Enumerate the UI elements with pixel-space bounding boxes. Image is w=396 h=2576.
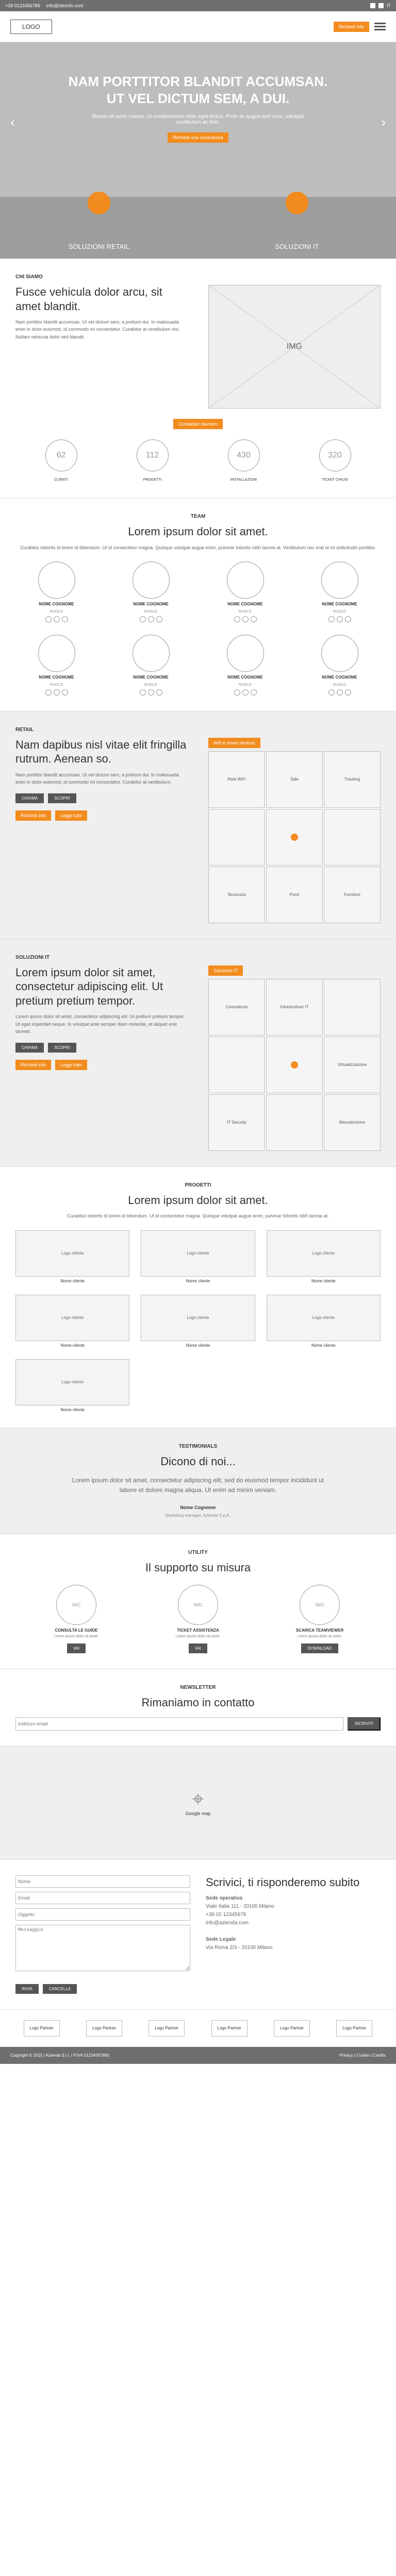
social-icon[interactable]: [234, 689, 240, 696]
solution-label: SOLUZIONI IT: [275, 243, 319, 250]
social-icons: [370, 3, 391, 8]
it-read-button[interactable]: Leggi tutto: [55, 1060, 87, 1070]
chevron-left-icon[interactable]: ‹: [10, 114, 15, 130]
lang-switch[interactable]: IT: [387, 3, 391, 8]
support-button[interactable]: DOWNLOAD: [301, 1643, 338, 1653]
avatar: [38, 562, 75, 599]
partner-logo[interactable]: Logo Partner: [148, 2020, 185, 2037]
support-icon: IMG: [56, 1585, 96, 1625]
support-title: TICKET ASSISTENZA: [177, 1628, 219, 1633]
client-logo: Logo cliente: [141, 1295, 255, 1341]
call-button[interactable]: CHIAMA: [15, 1043, 44, 1053]
client-name: Nome cliente: [311, 1278, 336, 1283]
avatar: [227, 562, 264, 599]
facebook-icon[interactable]: [370, 3, 375, 8]
it-kicker: SOLUZIONI IT: [15, 954, 50, 960]
member-name: NOME COGNOME: [133, 674, 169, 680]
support-row: [15, 1585, 381, 1653]
partner-logo[interactable]: Logo Partner: [336, 2020, 372, 2037]
it-text: Lorem ipsum dolor sit amet, consectetur adipiscing elit. Ut pretium pretium tempor. Ut eget imperdiet neque. In volutpat ante semper diam molestie, et aliquet erat laoreet.: [15, 1014, 185, 1035]
project-item[interactable]: [141, 1230, 255, 1283]
call-button[interactable]: CHIAMA: [15, 793, 44, 803]
support-section: [0, 1534, 396, 1670]
client-name: Nome cliente: [60, 1278, 85, 1283]
social-icon[interactable]: [54, 689, 60, 696]
map-pin-icon: ⌖: [192, 1787, 204, 1810]
diagram-cell[interactable]: [266, 809, 323, 866]
diagram-cell[interactable]: [324, 809, 381, 866]
stat-item: [45, 439, 77, 482]
social-icon[interactable]: [337, 616, 343, 622]
member-social: [15, 616, 97, 622]
legal-address: Via Roma 2/3 - 20100 Milano: [206, 1945, 273, 1951]
diagram-cell[interactable]: Sicurezza: [208, 867, 265, 923]
member-social: [299, 689, 381, 696]
client-logo: Logo cliente: [15, 1230, 129, 1277]
member-role: RUOLO: [239, 683, 252, 687]
member-role: RUOLO: [50, 609, 63, 614]
project-item[interactable]: [267, 1295, 381, 1348]
stat-value: 112: [137, 439, 169, 471]
social-icon[interactable]: [337, 689, 343, 696]
member-role: RUOLO: [50, 683, 63, 687]
linkedin-icon[interactable]: [378, 3, 384, 8]
retail-diagram: [208, 751, 381, 923]
testimonial-author: Nome Cognome: [180, 1504, 216, 1510]
stat-label: TICKET CHIUSI: [322, 478, 348, 482]
support-kicker: UTILITY: [188, 1549, 208, 1555]
support-item: [278, 1585, 361, 1653]
member-social: [299, 616, 381, 622]
avatar: [133, 635, 170, 672]
support-button[interactable]: VAI: [67, 1643, 86, 1653]
project-item[interactable]: [15, 1295, 129, 1348]
member-role: RUOLO: [333, 609, 346, 614]
diagram-cell[interactable]: [266, 1037, 323, 1093]
diagram-cell[interactable]: [266, 1094, 323, 1151]
discover-button[interactable]: SCOPRI: [48, 793, 76, 803]
team-member: [299, 562, 381, 622]
logo[interactable]: LOGO: [10, 20, 52, 34]
support-text: Lorem ipsum dolor sit amet.: [297, 1635, 342, 1639]
diagram-cell[interactable]: Consulenza: [208, 979, 265, 1036]
solutions-bar: [0, 197, 396, 259]
client-logo: Logo cliente: [15, 1359, 129, 1405]
about-kicker: CHI SIAMO: [15, 274, 43, 280]
copyright-text: Copyright © 2015 | Azienda S.r.l. | P.IVA 01234567890: [10, 2053, 109, 2058]
discover-button[interactable]: SCOPRI: [48, 1043, 76, 1053]
team-member: [110, 635, 192, 696]
retail-info-button[interactable]: Richiedi info: [15, 810, 51, 821]
team-grid: [15, 562, 381, 696]
stat-label: PROGETTI: [143, 478, 162, 482]
client-name: Nome cliente: [311, 1343, 336, 1348]
client-logo: Logo cliente: [141, 1230, 255, 1277]
member-social: [110, 616, 192, 622]
retail-title: Nam dapibus nisl vitae elit fringilla rutrum. Aenean so.: [15, 738, 187, 766]
legal-label: Sede Legale: [206, 1937, 236, 1943]
social-icon[interactable]: [345, 616, 351, 622]
client-name: Nome cliente: [186, 1278, 210, 1283]
client-name: Nome cliente: [186, 1343, 210, 1348]
social-icon[interactable]: [328, 616, 335, 622]
member-role: RUOLO: [144, 683, 157, 687]
client-name: Nome cliente: [60, 1343, 85, 1348]
social-icon[interactable]: [45, 616, 52, 622]
newsletter-email-input[interactable]: [15, 1717, 343, 1731]
retail-read-button[interactable]: Leggi tutto: [55, 810, 87, 821]
stat-item: [319, 439, 351, 482]
team-member: [299, 635, 381, 696]
newsletter-title: Rimaniamo in contatto: [141, 1696, 255, 1709]
avatar: [133, 562, 170, 599]
name-field[interactable]: [15, 1875, 190, 1888]
support-text: Lorem ipsum dolor sit amet.: [175, 1635, 221, 1639]
image-label: IMG: [286, 342, 303, 351]
diagram-cell[interactable]: Manutenzione: [324, 1094, 381, 1151]
social-icon[interactable]: [148, 616, 154, 622]
stat-value: 62: [45, 439, 77, 471]
stat-value: 320: [319, 439, 351, 471]
office-email[interactable]: info@azienda.com: [206, 1920, 249, 1926]
map-label: Google map: [185, 1810, 211, 1816]
map-section[interactable]: [0, 1747, 396, 1860]
hub-icon: [291, 1061, 298, 1069]
client-name: Nome cliente: [60, 1407, 85, 1412]
diagram-cell[interactable]: [208, 809, 265, 866]
phone-text[interactable]: +39 0123456789: [5, 3, 40, 8]
team-kicker: TEAM: [190, 514, 206, 519]
social-icon[interactable]: [242, 689, 249, 696]
testimonials-section: [0, 1428, 396, 1534]
newsletter-kicker: NEWSLETTER: [180, 1685, 216, 1691]
avatar: [38, 635, 75, 672]
it-info-button[interactable]: Richiedi info: [15, 1060, 51, 1070]
member-social: [15, 689, 97, 696]
team-member: [15, 562, 97, 622]
footer-links[interactable]: Privacy | Cookie | Credits: [339, 2053, 386, 2058]
about-title: Fusce vehicula dolor arcu, sit amet blandit.: [15, 285, 162, 313]
retail-kicker: RETAIL: [15, 726, 34, 733]
testimonial-quote: Lorem ipsum dolor sit amet, consectetur adipiscing elit, sed do eiusmod tempor incididunt ut labore et dolore magna aliqua. Ut enim ad minim veniam.: [72, 1477, 324, 1494]
header: [0, 11, 396, 42]
social-icon[interactable]: [156, 689, 162, 696]
it-section: [0, 939, 396, 1167]
stat-item: [137, 439, 169, 482]
team-section: [0, 498, 396, 711]
diagram-cell[interactable]: Fornitore: [324, 867, 381, 923]
contact-section: [0, 1860, 396, 2010]
menu-icon[interactable]: [374, 21, 386, 32]
solution-retail[interactable]: [0, 197, 198, 259]
diagram-cell[interactable]: Infrastrutture IT: [266, 979, 323, 1036]
diagram-cell[interactable]: [324, 979, 381, 1036]
member-name: NOME COGNOME: [39, 601, 74, 606]
client-logo: Logo cliente: [267, 1230, 381, 1277]
member-name: NOME COGNOME: [322, 601, 357, 606]
testimonial-role: Marketing manager, Azienda S.p.A.: [166, 1513, 230, 1518]
social-icon[interactable]: [45, 689, 52, 696]
diagram-cell[interactable]: Virtualizzazione: [324, 1037, 381, 1093]
footer: [0, 2047, 396, 2064]
support-icon: IMG: [178, 1585, 218, 1625]
retail-badge: Wifi e smart devices: [208, 738, 260, 748]
avatar: [321, 562, 358, 599]
client-logo: Logo cliente: [15, 1295, 129, 1341]
social-icon[interactable]: [62, 689, 68, 696]
retail-section: [0, 711, 396, 939]
team-title: Lorem ipsum dolor sit amet.: [128, 525, 268, 538]
project-item[interactable]: [141, 1295, 255, 1348]
partner-logo[interactable]: Logo Partner: [274, 2020, 310, 2037]
about-text: Nam porttitor blandit accumsan. Ut vel dictum sem, a pretium dui. In malesuada enim in dolor euismod, id commodo mi consectetur. Curabitur at vestibulum nisi. Nullam vehicula dolor sed blandit.: [15, 319, 180, 340]
diagram-cell[interactable]: Tracking: [324, 751, 381, 808]
projects-grid: [15, 1230, 381, 1412]
social-icon[interactable]: [140, 689, 146, 696]
team-member: [204, 562, 286, 622]
it-badge: Soluzioni IT: [208, 965, 243, 976]
it-title: Lorem ipsum dolor sit amet, consectetur adipiscing elit. Ut pretium pretium tempor.: [15, 965, 163, 1007]
team-member: [110, 562, 192, 622]
hero-title: NAM PORTTITOR BLANDIT ACCUMSAN. UT VEL DICTUM SEM, A DUI.: [68, 74, 328, 106]
member-social: [110, 689, 192, 696]
diagram-cell[interactable]: Sale: [266, 751, 323, 808]
social-icon[interactable]: [242, 616, 249, 622]
about-section: [0, 259, 396, 498]
support-item: [35, 1585, 118, 1653]
projects-kicker: PROGETTI: [185, 1182, 211, 1188]
member-name: NOME COGNOME: [39, 674, 74, 680]
member-role: RUOLO: [333, 683, 346, 687]
subject-field[interactable]: [15, 1908, 190, 1921]
support-button[interactable]: VAI: [189, 1643, 207, 1653]
wrench-icon: [286, 192, 308, 214]
member-name: NOME COGNOME: [227, 601, 263, 606]
office-address: Viale Italia 111 - 20100 Milano: [206, 1904, 274, 1910]
member-name: NOME COGNOME: [322, 674, 357, 680]
stat-item: [228, 439, 260, 482]
member-social: [204, 689, 286, 696]
about-cta-button[interactable]: Contattaci davvero: [173, 419, 222, 429]
stat-label: INSTALLAZIONI: [230, 478, 257, 482]
project-item[interactable]: [15, 1359, 129, 1412]
solution-it[interactable]: [198, 197, 396, 259]
social-icon[interactable]: [328, 689, 335, 696]
cancel-button[interactable]: CANCELLA: [43, 1984, 77, 1994]
contact-title: Scrivici, ti risponderemo subito: [206, 1875, 360, 1889]
info-button[interactable]: Richiedi info: [334, 22, 369, 32]
support-text: Lorem ipsum dolor sit amet.: [54, 1635, 99, 1639]
testimonials-kicker: TESTIMONIALS: [178, 1443, 218, 1449]
hero-slider: [0, 42, 396, 197]
stat-label: CLIENTI: [54, 478, 68, 482]
member-social: [204, 616, 286, 622]
support-title: CONSULTA LE GUIDE: [55, 1628, 98, 1633]
hero-text: Mauris sit amet massa. Ut condimentum vitae eget lectus. Proin ac augue sed nunc, volutpat vestibulum ac felis.: [92, 114, 304, 125]
testimonials-title: Dicono di noi...: [160, 1454, 236, 1468]
office-label: Sede operativa: [206, 1895, 243, 1902]
social-icon[interactable]: [234, 616, 240, 622]
submit-button[interactable]: INVIA: [15, 1984, 39, 1994]
stat-value: 430: [228, 439, 260, 471]
partner-logo[interactable]: Logo Partner: [24, 2020, 60, 2037]
subscribe-button[interactable]: ISCRIVITI: [348, 1717, 381, 1731]
stats-row: [15, 439, 381, 482]
member-name: NOME COGNOME: [227, 674, 263, 680]
office-phone[interactable]: +39 02 12345678: [206, 1912, 246, 1918]
diagram-cell[interactable]: Punti: [266, 867, 323, 923]
about-image: [208, 285, 381, 409]
projects-title: Lorem ipsum dolor sit amet.: [128, 1193, 268, 1207]
projects-text: Curabitur lobortis id lorem id bibendum. Ut id consectetur magna. Quisque volutpat augue enim, pulvinar lobortis nibh lacinia at.: [67, 1213, 329, 1219]
team-member: [204, 635, 286, 696]
newsletter-section: [0, 1669, 396, 1747]
diagram-cell[interactable]: IT Security: [208, 1094, 265, 1151]
social-icon[interactable]: [54, 616, 60, 622]
partners-row: [0, 2010, 396, 2047]
hub-icon: [291, 834, 298, 841]
social-icon[interactable]: [62, 616, 68, 622]
email-text[interactable]: info@sitoinfo.com: [46, 3, 84, 8]
social-icon[interactable]: [156, 616, 162, 622]
support-item: [157, 1585, 239, 1653]
chevron-right-icon[interactable]: ›: [381, 114, 386, 130]
team-text: Curabitur lobortis id lorem id bibendum. Ut id consectetur magna. Quisque volutpat augue enim, pulvinar lobortis nibh lacinia at. Vestibulum nec erat ut mi sollicitudin porttitor.: [20, 545, 376, 550]
social-icon[interactable]: [251, 689, 257, 696]
it-diagram: [208, 979, 381, 1151]
partner-logo[interactable]: Logo Partner: [211, 2020, 248, 2037]
hero-cta-button[interactable]: Richiedi una consulenza: [168, 132, 228, 143]
projects-section: [0, 1167, 396, 1428]
support-icon: IMG: [300, 1585, 340, 1625]
social-icon[interactable]: [148, 689, 154, 696]
diagram-cell[interactable]: Rete WiFi: [208, 751, 265, 808]
topbar: [0, 0, 396, 11]
client-logo: Logo cliente: [267, 1295, 381, 1341]
message-field[interactable]: [15, 1925, 190, 1971]
project-item[interactable]: [15, 1230, 129, 1283]
team-member: [15, 635, 97, 696]
diagram-cell[interactable]: [208, 1037, 265, 1093]
partner-logo[interactable]: Logo Partner: [86, 2020, 122, 2037]
social-icon[interactable]: [140, 616, 146, 622]
support-title: Il supporto su misura: [145, 1561, 251, 1574]
social-icon[interactable]: [251, 616, 257, 622]
support-title: SCARICA TEAMVIEWER: [295, 1628, 344, 1633]
member-name: NOME COGNOME: [133, 601, 169, 606]
project-item[interactable]: [267, 1230, 381, 1283]
retail-text: Nam porttitor blandit accumsan. Ut vel dictum sem, a pretium dui. In malesuada enim in dolor euismod, id commodo mi consectetur. Curabitur at vestibulum.: [15, 772, 179, 785]
member-role: RUOLO: [144, 609, 157, 614]
solution-label: SOLUZIONI RETAIL: [68, 243, 130, 250]
avatar: [321, 635, 358, 672]
social-icon[interactable]: [345, 689, 351, 696]
cart-icon: [88, 192, 110, 214]
avatar: [227, 635, 264, 672]
member-role: RUOLO: [239, 609, 252, 614]
email-field[interactable]: [15, 1892, 190, 1904]
